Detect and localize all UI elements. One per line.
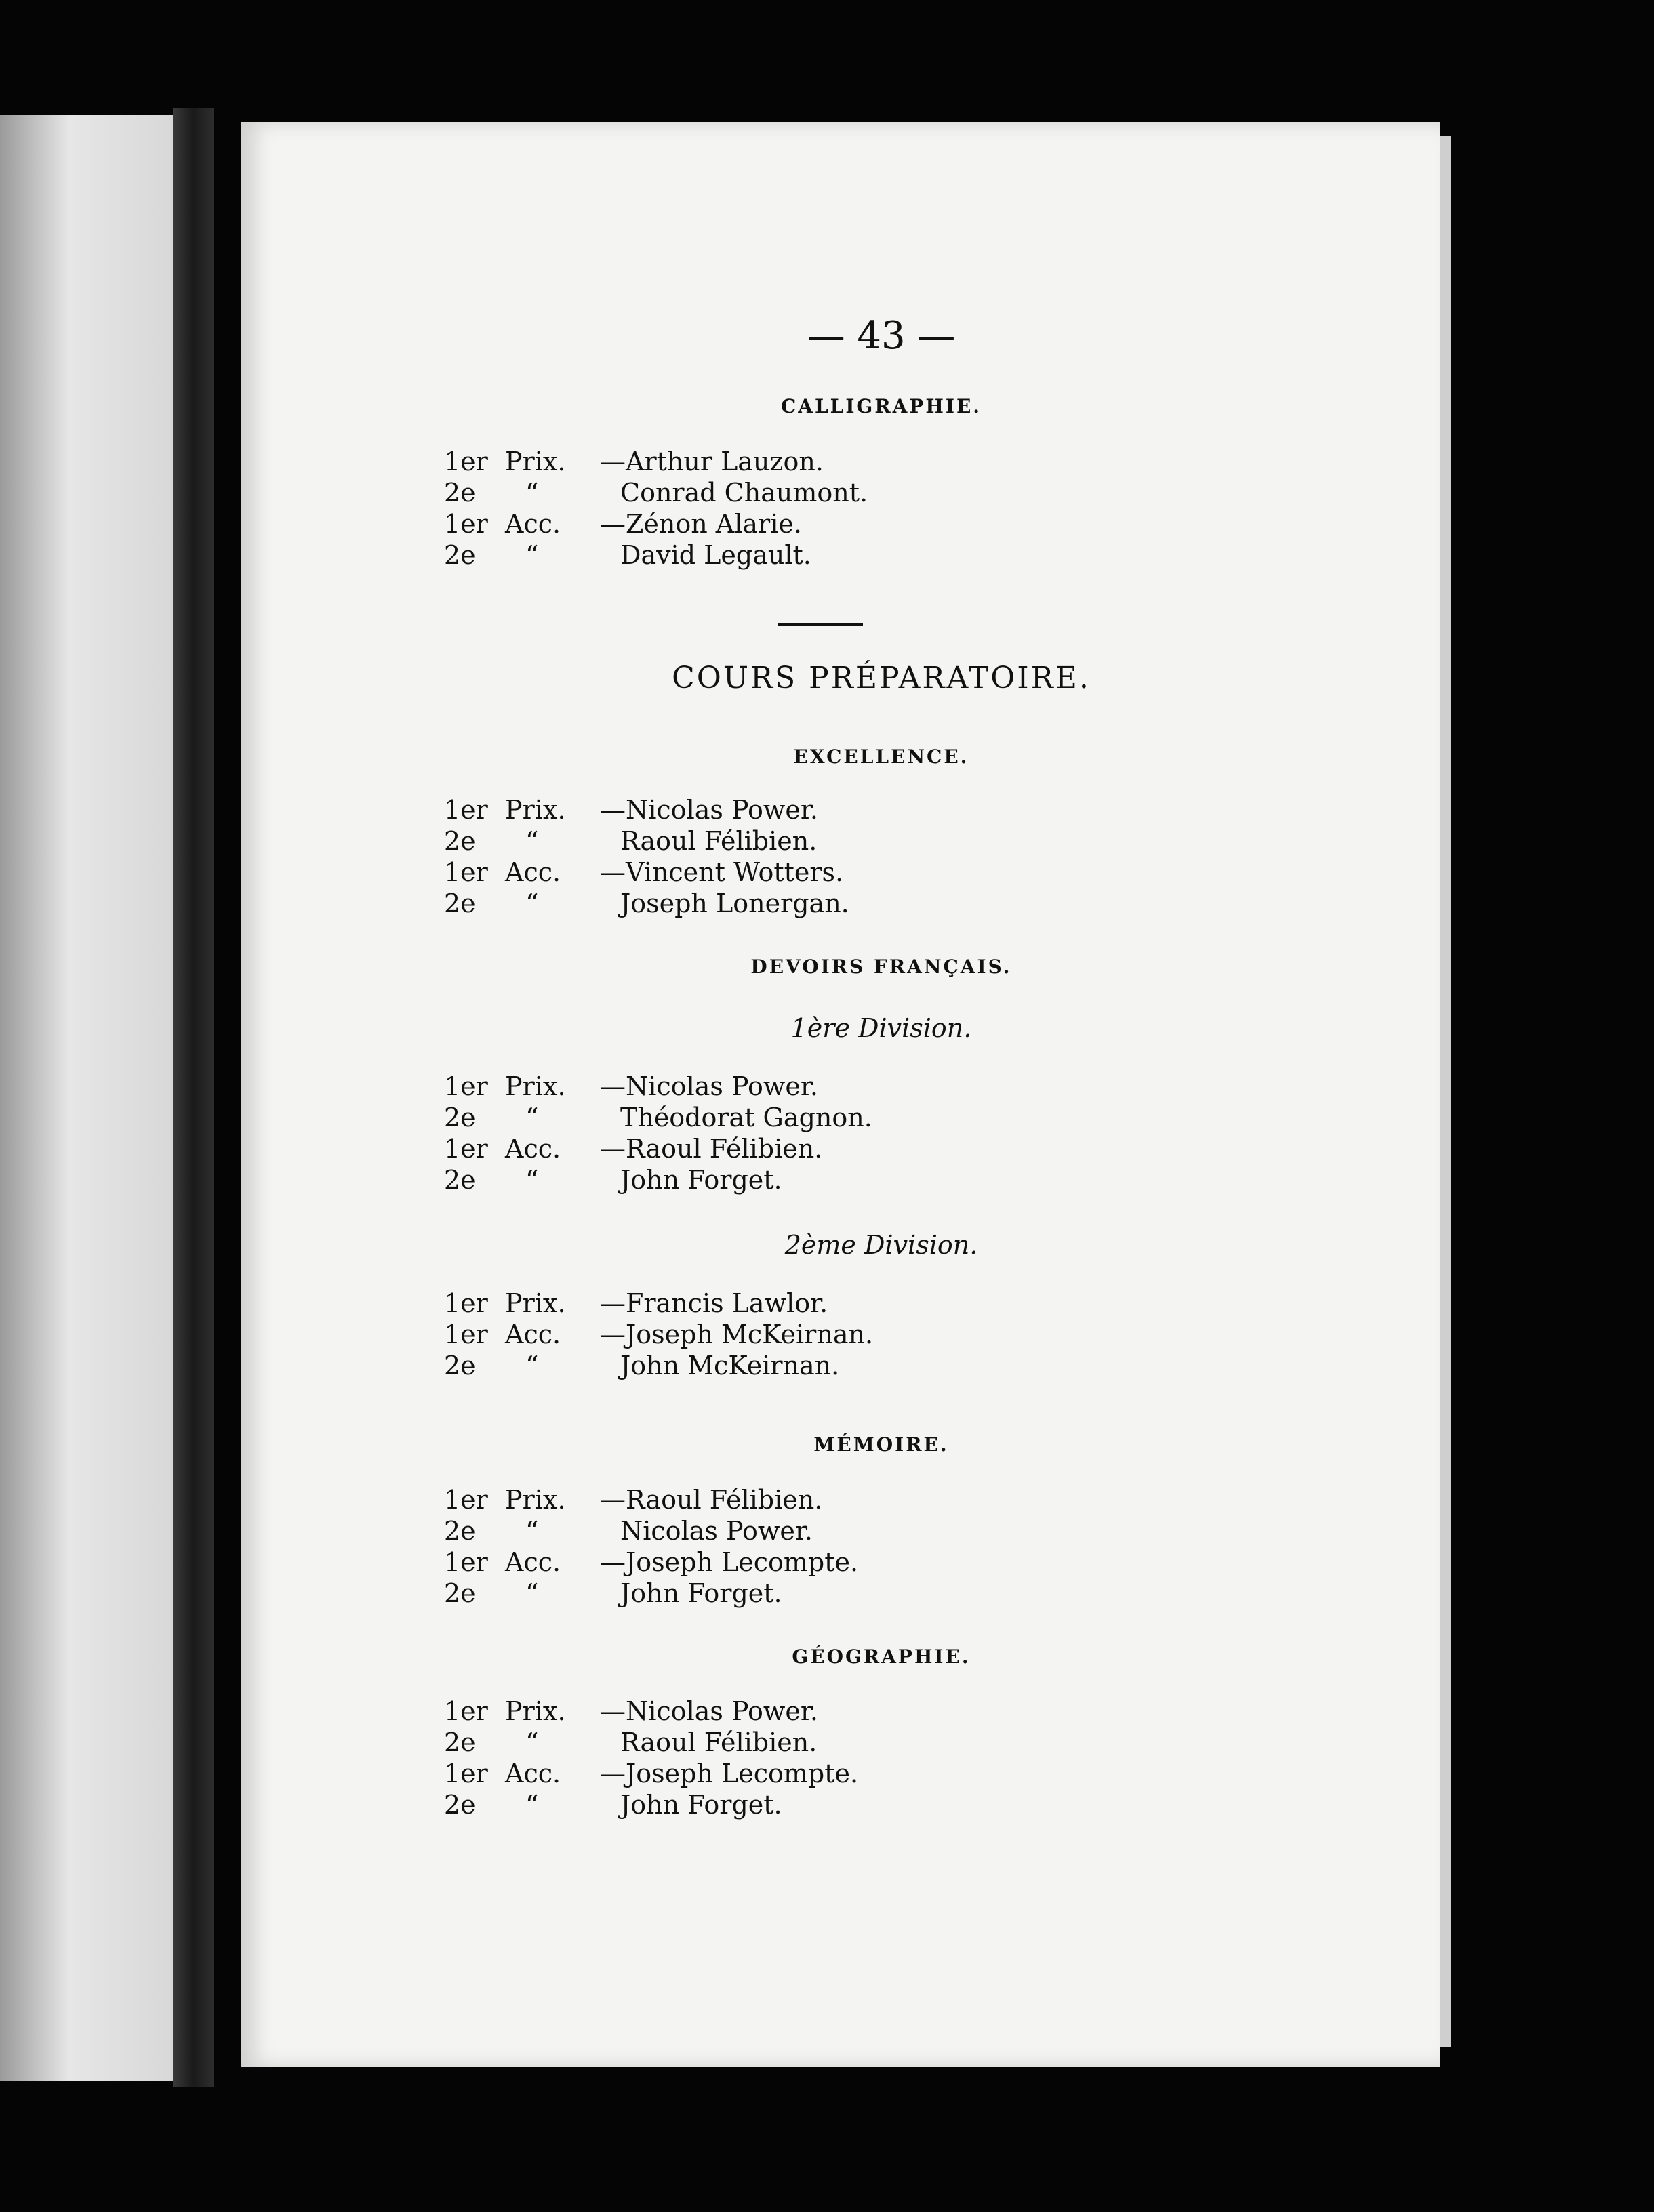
list-item [444,446,868,477]
rank: 1er [444,1485,488,1515]
list-item [444,1789,858,1820]
rank: 1er [444,1288,488,1318]
calligraphie-list [444,446,868,571]
page-edge [1440,136,1451,2047]
student-name: Théodorat Gagnon. [620,1103,872,1132]
page-number: — 43 — [807,314,956,358]
award-kind: “ [525,1165,539,1195]
memoire-list [444,1484,858,1609]
rank: 2e [444,826,476,856]
rank: 2e [444,540,476,570]
rank: 1er [444,1319,488,1349]
award-kind: Acc. [505,1134,561,1164]
rank: 2e [444,478,476,508]
section-title: COURS PRÉPARATOIRE. [672,661,1091,695]
award-kind: “ [525,1103,539,1132]
student-name: Raoul Félibien. [620,826,818,856]
list-item [444,1288,873,1319]
list-item [444,1350,873,1381]
award-kind: “ [525,1578,539,1608]
award-kind: “ [525,540,539,570]
award-kind: Prix. [505,1071,566,1101]
rank: 2e [444,1790,476,1820]
student-name: Conrad Chaumont. [620,478,868,508]
award-kind: “ [525,1727,539,1757]
section-heading-devoirs: DEVOIRS FRANÇAIS. [750,956,1012,978]
award-kind: “ [525,888,539,918]
award-kind: Acc. [505,509,561,539]
rank: 2e [444,1103,476,1132]
student-name: —Francis Lawlor. [600,1288,828,1318]
student-name: John McKeirnan. [620,1351,840,1380]
divider-rule [778,623,863,626]
student-name: —Joseph Lecompte. [600,1547,859,1577]
rank: 2e [444,888,476,918]
award-kind: “ [525,1790,539,1820]
rank: 1er [444,1134,488,1164]
student-name: —Arthur Lauzon. [600,447,824,476]
award-kind: Acc. [505,857,561,887]
student-name: John Forget. [620,1165,782,1195]
rank: 1er [444,1547,488,1577]
student-name: David Legault. [620,540,811,570]
award-kind: Acc. [505,1547,561,1577]
rank: 1er [444,857,488,887]
award-kind: Prix. [505,1288,566,1318]
list-item [444,1102,872,1133]
student-name: —Joseph McKeirnan. [600,1319,874,1349]
book-spine [173,108,214,2087]
list-item [444,1547,858,1578]
list-item [444,1727,858,1758]
award-kind: “ [525,1516,539,1546]
award-kind: Prix. [505,795,566,825]
list-item [444,1578,858,1609]
rank: 2e [444,1165,476,1195]
list-item [444,477,868,508]
list-item [444,1164,872,1195]
student-name: —Raoul Félibien. [600,1134,823,1164]
rank: 1er [444,1071,488,1101]
list-item [444,508,868,539]
student-name: Nicolas Power. [620,1516,813,1546]
list-item [444,1696,858,1727]
award-kind: “ [525,1351,539,1380]
list-item [444,1133,872,1164]
rank: 1er [444,795,488,825]
student-name: —Nicolas Power. [600,1696,818,1726]
list-item [444,539,868,571]
award-kind: Prix. [505,1485,566,1515]
award-kind: Prix. [505,447,566,476]
list-item [444,1515,858,1547]
division-title-1: 1ère Division. [790,1013,972,1043]
award-kind: “ [525,478,539,508]
student-name: Raoul Félibien. [620,1727,818,1757]
list-item [444,1484,858,1515]
award-kind: Acc. [505,1759,561,1788]
geographie-list [444,1696,858,1820]
excellence-list [444,794,849,919]
rank: 1er [444,1696,488,1726]
student-name: —Vincent Wotters. [600,857,844,887]
rank: 2e [444,1516,476,1546]
student-name: John Forget. [620,1790,782,1820]
student-name: —Nicolas Power. [600,795,818,825]
rank: 1er [444,509,488,539]
student-name: John Forget. [620,1578,782,1608]
list-item [444,825,849,857]
student-name: Joseph Lonergan. [620,888,849,918]
list-item [444,1758,858,1789]
list-item [444,794,849,825]
student-name: —Zénon Alarie. [600,509,802,539]
rank: 2e [444,1578,476,1608]
rank: 1er [444,1759,488,1788]
rank: 2e [444,1351,476,1380]
list-item [444,1071,872,1102]
devoirs-div2-list [444,1288,873,1381]
devoirs-div1-list [444,1071,872,1195]
award-kind: “ [525,826,539,856]
document-page [241,122,1440,2067]
section-heading-calligraphie: CALLIGRAPHIE. [780,395,982,417]
list-item [444,1319,873,1350]
division-title-2: 2ème Division. [784,1230,978,1260]
award-kind: Prix. [505,1696,566,1726]
section-heading-geographie: GÉOGRAPHIE. [792,1645,971,1668]
award-kind: Acc. [505,1319,561,1349]
student-name: —Nicolas Power. [600,1071,818,1101]
left-page-edge [0,115,173,2081]
rank: 1er [444,447,488,476]
rank: 2e [444,1727,476,1757]
section-heading-excellence: EXCELLENCE. [793,745,969,768]
list-item [444,857,849,888]
student-name: —Raoul Félibien. [600,1485,823,1515]
list-item [444,888,849,919]
student-name: —Joseph Lecompte. [600,1759,859,1788]
section-heading-memoire: MÉMOIRE. [813,1433,949,1456]
